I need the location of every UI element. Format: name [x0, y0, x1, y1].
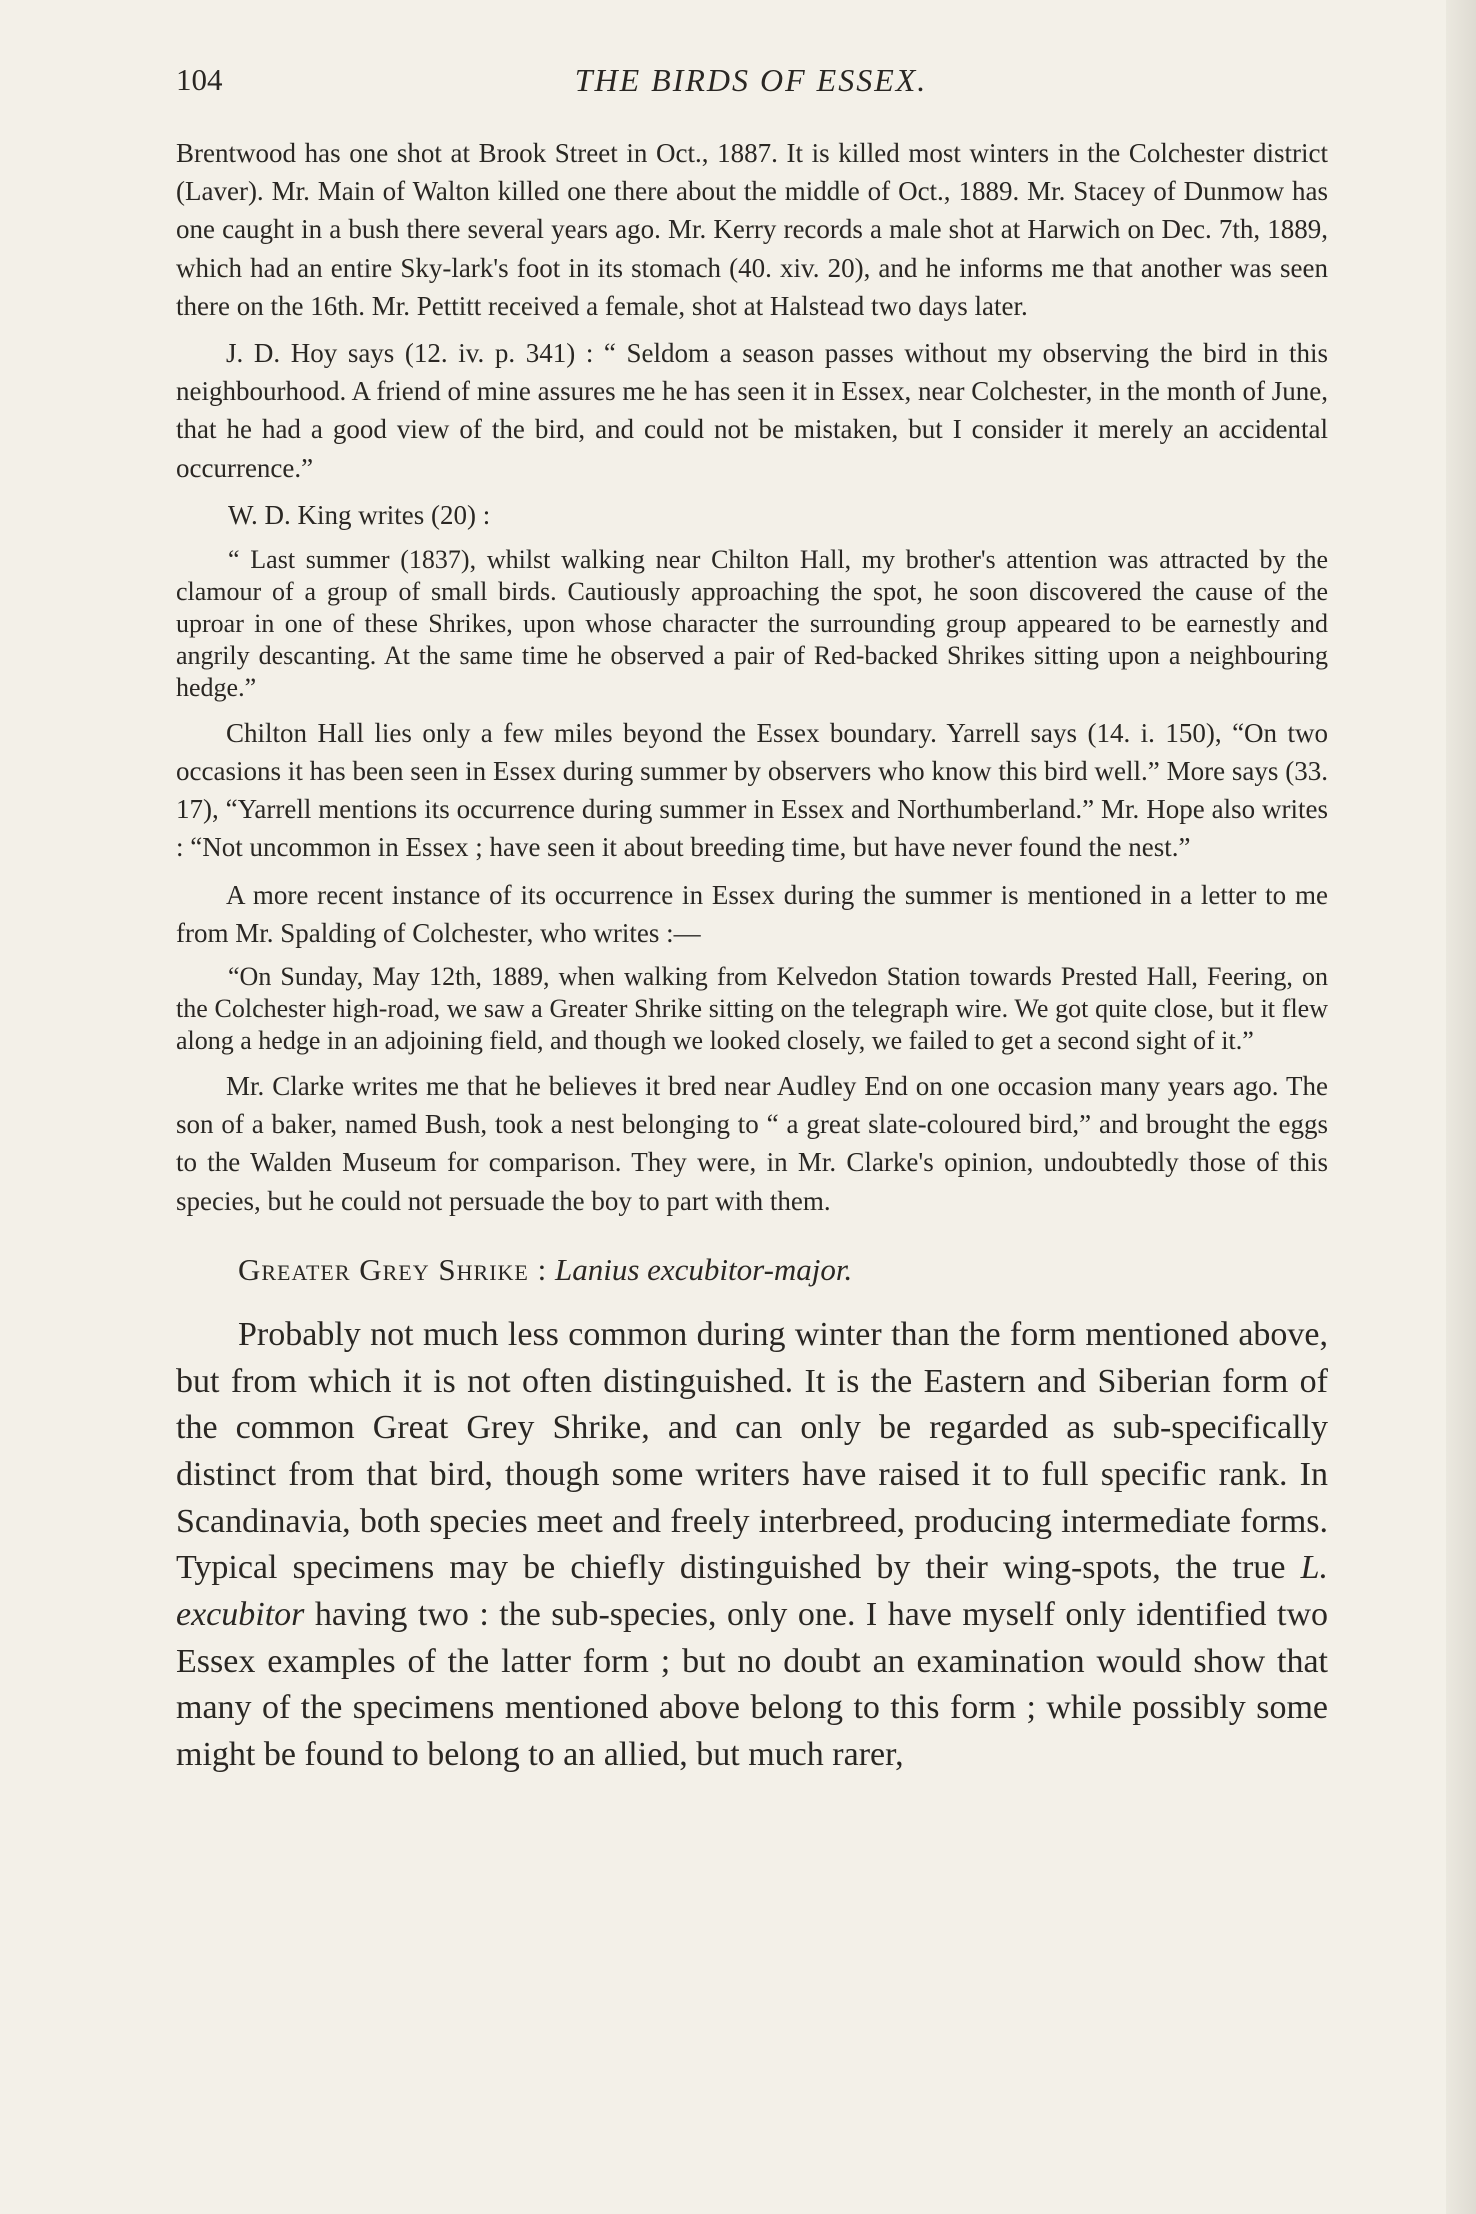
section-paragraph [176, 1312, 1328, 1779]
paragraph-3-intro: W. D. King writes (20) : [228, 499, 491, 530]
running-title: THE BIRDS OF ESSEX. [574, 62, 928, 98]
quotation-king: “ Last summer (1837), whilst walking near Chilton Hall, my brother's attention was attracted by the clamour of a group of small birds. Cautiously approaching the spot, he soon discovered the cause of the uproar in one of these Shrikes, upon whose character the surrounding group appeared to be earnestly and angrily descanting. At the same time he observed a pair of Red-backed Shrikes sitting upon a neighbouring hedge.” [176, 544, 1328, 702]
paragraph-2: J. D. Hoy says (12. iv. p. 341) : “ Seldom a season passes without my observing the bird in this neighbourhood. A friend of mine assures me he has seen it in Essex, near Colchester, in the month of June, that he had a good view of the bird, and could not be mistaken, but I consider it merely an accidental occurrence.” [176, 338, 1328, 483]
paragraph-5: A more recent instance of its occurrence in Essex during the summer is mentioned in a letter to me from Mr. Spalding of Colchester, who writes :— [176, 879, 1328, 948]
section-text-part-2: having two : the sub-species, only one. I have myself only identified two Essex examples of the latter form ; but no doubt an examination would show that many of the specimens mentioned above belong to this form ; while possibly some might be found to belong to an allied, but much rarer, [176, 1596, 1328, 1774]
page-number: 104 [176, 62, 223, 97]
page-body [176, 134, 1328, 1779]
section-heading [238, 1250, 1328, 1290]
section-text-part-1: Probably not much less common during winter than the form mentioned above, but from which it is not often distinguished. It is the Eastern and Siberian form of the common Great Grey Shrike, and can only be regarded as sub-specifically distinct from that bird, though some writers have raised it to full specific rank. In Scandinavia, both species meet and freely interbreed, producing intermediate forms. Typical specimens may be chiefly distinguished by their wing-spots, the true [176, 1315, 1328, 1587]
page-header [176, 62, 1326, 112]
paragraph-6: Mr. Clarke writes me that he believes it bred near Audley End on one occasion many years ago. The son of a baker, named Bush, took a nest belonging to “ a great slate-coloured bird,” and brought the eggs to the Walden Museum for comparison. They were, in Mr. Clarke's opinion, undoubtedly those of this species, but he could not persuade the boy to part with them. [176, 1071, 1328, 1216]
species-abbrev: L. excubitor [176, 1549, 1328, 1634]
quotation-spalding: “On Sunday, May 12th, 1889, when walking from Kelvedon Station towards Prested Hall, Feering, on the Colchester high-road, we saw a Greater Shrike sitting on the telegraph wire. We got quite close, but it flew along a hedge in an adjoining field, and though we looked closely, we failed to get a second sight of it.” [176, 962, 1328, 1056]
paragraph-4: Chilton Hall lies only a few miles beyond the Essex boundary. Yarrell says (14. i. 150), “On two occasions it has been seen in Essex during summer by observers who know this bird well.” More says (33. 17), “Yarrell mentions its occurrence during summer in Essex and Northumberland.” Mr. Hope also writes : “Not uncommon in Essex ; have seen it about breeding time, but have never found the nest.” [176, 717, 1328, 863]
paragraph-1: Brentwood has one shot at Brook Street in Oct., 1887. It is killed most winters in the Colchester district (Laver). Mr. Main of Walton killed one there about the middle of Oct., 1889. Mr. Stacey of Dunmow has one caught in a bush there several years ago. Mr. Kerry records a male shot at Harwich on Dec. 7th, 1889, which had an entire Sky-lark's foot in its stomach (40. xiv. 20), and he informs me that another was seen there on the 16th. Mr. Pettitt received a female, shot at Halstead two days later. [176, 138, 1328, 321]
page-gutter [1446, 0, 1476, 2214]
species-latin-name: Lanius excubitor-major. [554, 1251, 853, 1287]
species-name: Greater Grey Shrike : [238, 1251, 548, 1287]
